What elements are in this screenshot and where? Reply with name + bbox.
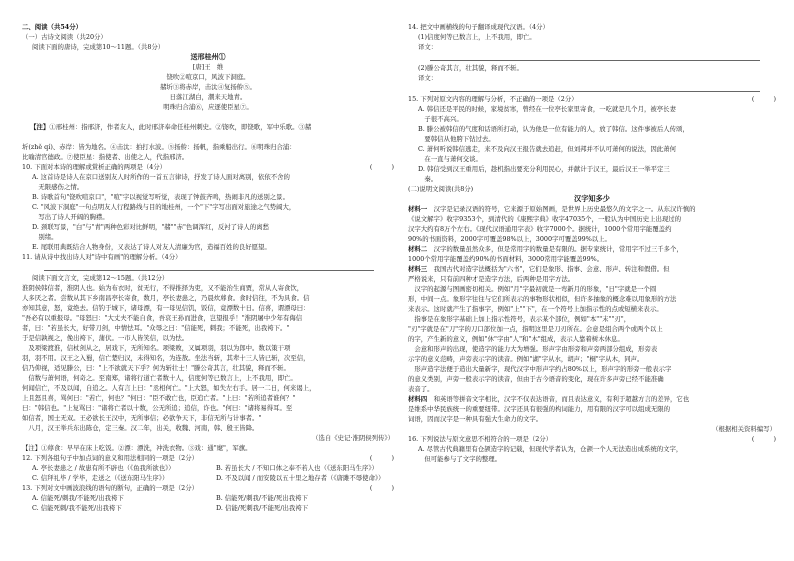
q10-option: 别绪。	[32, 233, 58, 241]
q13-option[interactable]: C. 信能死刺/我不能死/出我袴下	[32, 504, 122, 512]
prose-intro: 阅读下面文言文，完成第12～15题。（共12分）	[32, 274, 169, 282]
poem-line: 赭圻③将赤岸，击汰④复扬舲⑤。	[160, 83, 256, 91]
q14-item-1: (1)信度何等已数言上，上不我用，即亡。	[418, 33, 536, 41]
right-column	[408, 22, 776, 555]
prose-line: 信乃仰视，适见滕公，曰："上不欲就天下乎？何为斩壮士！"滕公奇其言，壮其貌，释而不斩。	[22, 364, 290, 372]
q13-option[interactable]: A. 信能死/刺我/不能死/出我袴下	[32, 494, 124, 502]
prose-line: 亦知其意，怒，竟绝去。信钓于城下，诸母漂，有一母见信饥，饭信，竟漂数十日。信喜，谓漂母曰：	[22, 304, 310, 312]
q13-option[interactable]: D. 信能/死刺我/不能死/出我袴下	[216, 504, 309, 512]
material-label: 材料四	[408, 395, 428, 403]
q15-option: A. 韩信还是平民的时候，家境贫寒，曾经在一位亭长家里寄食，一吃就是几个月，被亭长妻	[418, 105, 676, 113]
poem-line: 日落江湖白，潮来天地青。	[169, 93, 247, 101]
material-line: 来表示。这时就产生了指事字，例如"上""下"，在一个符号上加指示性的点或短横来表示。	[408, 305, 663, 313]
q11-stem: 11. 请从诗中找出诗人对"诗中有画"的理解分析。（4分）	[22, 253, 182, 261]
material-label: 材料三	[408, 265, 428, 273]
material-line: 汉字的起源与图画密切相关。例如"月"字最初就是一弯新月的形象，"日"字就是一个圆	[408, 285, 657, 293]
q10-option: B. 诗歌首句"铙吹喧京口"，"喧"字以视觉写听觉，表现了钟鼓齐鸣，热闹非凡的送别之景。	[32, 193, 289, 201]
prose-line: 淮阴侯韩信者，淮阴人也。始为布衣时，贫无行，不得推择为吏，又不能治生商贾，常从人寄食饮，	[22, 284, 304, 292]
q10-option: 写出了诗人开阔的胸襟。	[32, 213, 109, 221]
q10-option: E. 尾联用典既结合人物身份，又表达了诗人对友人清廉为官，造福百姓的良好愿望。	[32, 243, 271, 251]
poem-title: 送邢桂州①	[190, 52, 226, 61]
answer-line[interactable]	[430, 84, 760, 92]
q12-options	[22, 463, 394, 483]
prose-line: 者，曰："若虽长大，好带刀剑，中情怯耳。"众辱之曰："信能死，刺我；不能死，出我袴下。"	[22, 324, 290, 332]
q14-translation-label: 译文：	[418, 74, 438, 82]
q15-option: 在一直与萧何交谈。	[418, 155, 482, 163]
material-label: 材料二	[408, 245, 428, 253]
q10-option: D. 颈联写景，"白"与"青"两种色彩对比鲜明，"赭""赤"色调浑红，反衬了诗人的离愁	[32, 223, 269, 231]
answer-line[interactable]	[44, 263, 374, 271]
material-line: 会意和形声的出现，使造字的能力大为增强。形声字由形旁和声旁两部分组成，形旁表	[408, 345, 658, 353]
material-line: 90%的书面资料，2000字可覆盖98%以上，3000字可覆盖99%以上。	[408, 235, 611, 243]
q15-option: B. 滕公被韩信的气度和话语所打动，认为他是一位有能力的人，放了韩信。这件事被后人传颂，	[418, 125, 689, 133]
q13-option[interactable]: B. 信能死/刺我/不能/死出我袴下	[216, 494, 308, 502]
q15-option: 要韩信从他胯下钻过去。	[418, 135, 495, 143]
prose-line: 及项梁渡淮，信杖剑从之，居戏下，无所知名。项梁败，又属项羽，羽以为郎中。数以策干项	[22, 344, 291, 352]
poem-intro: 阅读下面的唐诗，完成第10～11题。（共8分）	[32, 43, 165, 51]
material-label: 材料一	[408, 205, 428, 213]
q12-option[interactable]: B. 若虽长大 / 不知口体之奉不若人也（《送东阳马生序》）	[216, 464, 378, 472]
q14-stem: 14. 把文中画横线的句子翻译成现代汉语。（4分）	[408, 23, 549, 31]
q16-option: 但可能参与了文字的整理。	[418, 455, 502, 463]
q10-option: C. "风波下洞庭"一句点明友人行程路线与目的地桂州，一个"下"字写出面对旅途之气势阔大，	[32, 203, 296, 211]
q12-stem: 12. 下列各组句子中加点词的意义和用法相同的一项是（2分） ( )	[22, 454, 394, 462]
material-line: 材料一 汉字是记录汉语的符号，它来源于原始图画，是世界上历史最悠久的文字之一。从东汉许慎的	[408, 205, 696, 213]
section-title: 二、阅读（共54分）	[22, 23, 83, 31]
q13-stem: 13. 下列对文中画波浪线的语句的断句，正确的一项是（2分） ( )	[22, 484, 394, 492]
q15-option: 秦。	[418, 175, 438, 183]
material-line: 材料四 和英语等拼音文字相比，汉字不仅表达语音，而且表达意义，有利于超越方言的差异，它也	[408, 395, 690, 403]
q10-option: A. 这首诗是诗人在京口送别友人时所作的一首五言律诗，抒发了诗人面对离别，依依不舍的	[32, 173, 290, 181]
prose-line: 信数与萧何语，何奇之。至南郑，诸将行道亡者数十人，信度何等已数言上，上不我用，即亡。	[22, 374, 297, 382]
answer-bracket: ( )	[369, 163, 394, 171]
material-line: "刃"字就是在"刀"字的刀口部位加一点，指明这里是刀刃所在。会意是组合两个或两个以上	[408, 325, 663, 333]
q16-option: A. 尽管古代典籍里有仓颉造字的记载，但现代学者认为，仓颉一个人无法造出成系统的文字，	[418, 445, 683, 453]
answer-bracket: ( )	[751, 435, 776, 443]
prose-line: 上且怒且喜，骂何曰："若亡，何也？"何曰："臣不敢亡也，臣追亡者。"上曰："若所追者谁何？"	[22, 394, 296, 402]
answer-bracket: ( )	[369, 454, 394, 462]
material-line: 严格说来，只有前四种才是造字方法，后两种是用字方法。	[408, 275, 575, 283]
poem-note-line: 圻(zhě qí)、赤岸：皆为地名。④击汰：拍打水波。⑤扬舲：扬帆，指乘船出行。⑥明珠归合浦：	[22, 143, 296, 151]
material-line: 材料三 我国古代对造字法概括为"六书"，它们是象形、指事、会意、形声、转注和假借。但	[408, 265, 670, 273]
poem-note: 【注】①邢桂州：指邢济，作者友人，此时邢济奉命任桂州刺史。②铙吹，即铙歌，军中乐歌。③赭	[30, 123, 312, 131]
prose-line: "吾必有以重报母。"母怒曰："大丈夫不能自食，吾哀王孙而进食，岂望报乎！"淮阴屠中少年有侮信	[22, 314, 303, 322]
poem-line: 明珠归合浦⑥，应逐使臣星⑦。	[163, 103, 253, 111]
q10-option: 无限感伤之情。	[32, 183, 84, 191]
material-line: 词语，因而汉字是一种具有强大生命力的文字。	[408, 415, 543, 423]
material-source: （根据相关资料编写）	[712, 425, 776, 433]
answer-line[interactable]	[430, 53, 760, 61]
q13-options	[22, 493, 394, 513]
left-column	[22, 22, 394, 555]
q15-stem: 15. 下列对原文内容的理解与分析，不正确的一项是（2分） ( )	[408, 95, 776, 103]
q12-option[interactable]: C. 信拜礼毕 / 学毕，走送之（《送东阳马生序》）	[32, 474, 169, 482]
answer-bracket: ( )	[751, 95, 776, 103]
q15-option: C. 萧何听说韩信逃走，来不及向汉王报告就去追赶，但刘邦并不认可萧何的说法，因此萧何	[418, 145, 676, 153]
prose-line: 何闻信亡，不及以闻，自追之。人有言上曰："丞相何亡。"上大怒，如失左右手。居一二日，何来谒上，	[22, 384, 316, 392]
material-line: 是维系中华民族统一的重要纽带。汉字还具有很强的构词能力，用有限的汉字可以组成无限的	[408, 405, 671, 413]
material-line: 指事是在象形字基础上加上指示性符号，表示某个部位，例如"本""末""刃"，	[408, 315, 631, 323]
material-line: 《说文解字》收字9353个，到清代的《康熙字典》收字47035个，一般认为中国历史上出现过的	[408, 215, 682, 223]
prose-source: （选自《史记·淮阴侯列传》）	[312, 434, 394, 442]
material-line: 形声造字法便于造出大量新字，现代汉字中形声字约占80%以上，形声字的形旁一般表示字	[408, 365, 672, 373]
q12-option[interactable]: A. 亭长妻患之 / 故患有所不辟也（《鱼我所欲也》）	[32, 464, 175, 472]
prose-line: 曰："韩信也。"上复骂曰："诸将亡者以十数，公无所追；追信，诈也。"何曰："诸将易得耳。至	[22, 404, 293, 412]
prose-line: 人多厌之者。尝数从其下乡南昌亭长寄食，数月，亭长妻患之，乃晨炊蓐食。食时信往，不为具食。信	[22, 294, 310, 302]
q16-stem: 16. 下列说法与原文意思不相符合的一项是（2分） ( )	[408, 435, 776, 443]
q15-option: D. 韩信受到汉王重用后，趁机指出要充分利用民心，并献计于汉王，最后汉王一举平定三	[418, 165, 670, 173]
prose-line: 八月，汉王举兵东出陈仓，定三秦。汉二年，出关，收魏、河南，韩、殷王皆降。	[22, 424, 259, 432]
q15-option: 子很不高兴。	[418, 115, 463, 123]
prose-note: 【注】①蓐食：早早在床上吃饭。②漂：漂洗，冲洗衣物。③戏：通"麾"，军旗。	[22, 444, 252, 452]
note-label: 【注】	[30, 123, 50, 131]
material-line: 的字，产生新的意义，例如"休"字由"人"和"木"组成，表示人靠着树木休息。	[408, 335, 624, 343]
material-line: 汉字大约有8万个左右。《现代汉语通用字表》收字7000个。据统计，1000个常用字能覆盖约	[408, 225, 672, 233]
material-line: 1000个常用字能覆盖约90%的书面材料，3000常用字能覆盖99%。	[408, 255, 604, 263]
material-line: 形，中间一点。象形字往往与它们所表示的事物形状相似，但许多抽象的概念难以用象形的方法	[408, 295, 677, 303]
q10-stem: 10. 下面对本诗的理解或赏析正确的两项是（4分） ( )	[22, 163, 394, 171]
material-line: 材料二 汉字的数量虽然众多，但是常用字的数量是有限的。据专家统计，常用字不过三千多个，	[408, 245, 683, 253]
q14-translation-label: 译文：	[418, 43, 438, 51]
answer-bracket: ( )	[369, 484, 394, 492]
sub1-title: （一）古诗文阅读（共20分）	[22, 33, 107, 41]
poem-note-line: 比喻清官德政。⑦使臣星：指使者、出使之人，代指邢济。	[22, 153, 189, 161]
poem-author: [唐]王 维	[192, 63, 224, 71]
article-title: 汉字知多少	[574, 194, 610, 203]
poem-line: 铙吹②喧京口，风波下洞庭。	[166, 73, 250, 81]
material-line: 表音了。	[408, 385, 434, 393]
sub2-title: (二)说明文阅读(共8分)	[408, 185, 474, 193]
material-line: 示字的意义范畴，声旁表示字的读音。例如"湖"字从水，胡声；"桐"字从木，同声。	[408, 355, 644, 363]
prose-line: 于是信孰视之，俛出袴下，蒲伏。一市人皆笑信，以为怯。	[22, 334, 189, 342]
material-line: 的意义类别，声旁一般表示字的读音，但由于古今语音的变化，现在许多声旁已经不能准确	[408, 375, 664, 383]
q14-item-2: (2)滕公奇其言，壮其貌，释而不斩。	[418, 64, 523, 72]
q12-option[interactable]: D. 不及以闻 / 而安陵以五十里之地存者（《唐雎不辱使命》）	[216, 474, 385, 482]
prose-line: 如信者，国士无双。王必欲长王汉中，无所事信；必欲争天下，非信无所与计事者。"	[22, 414, 262, 422]
prose-line: 羽，羽不用。汉王之入蜀，信亡楚归汉，未得知名，为连敖。坐法当斩，其辈十三人皆已斩，次至信，	[22, 354, 310, 362]
